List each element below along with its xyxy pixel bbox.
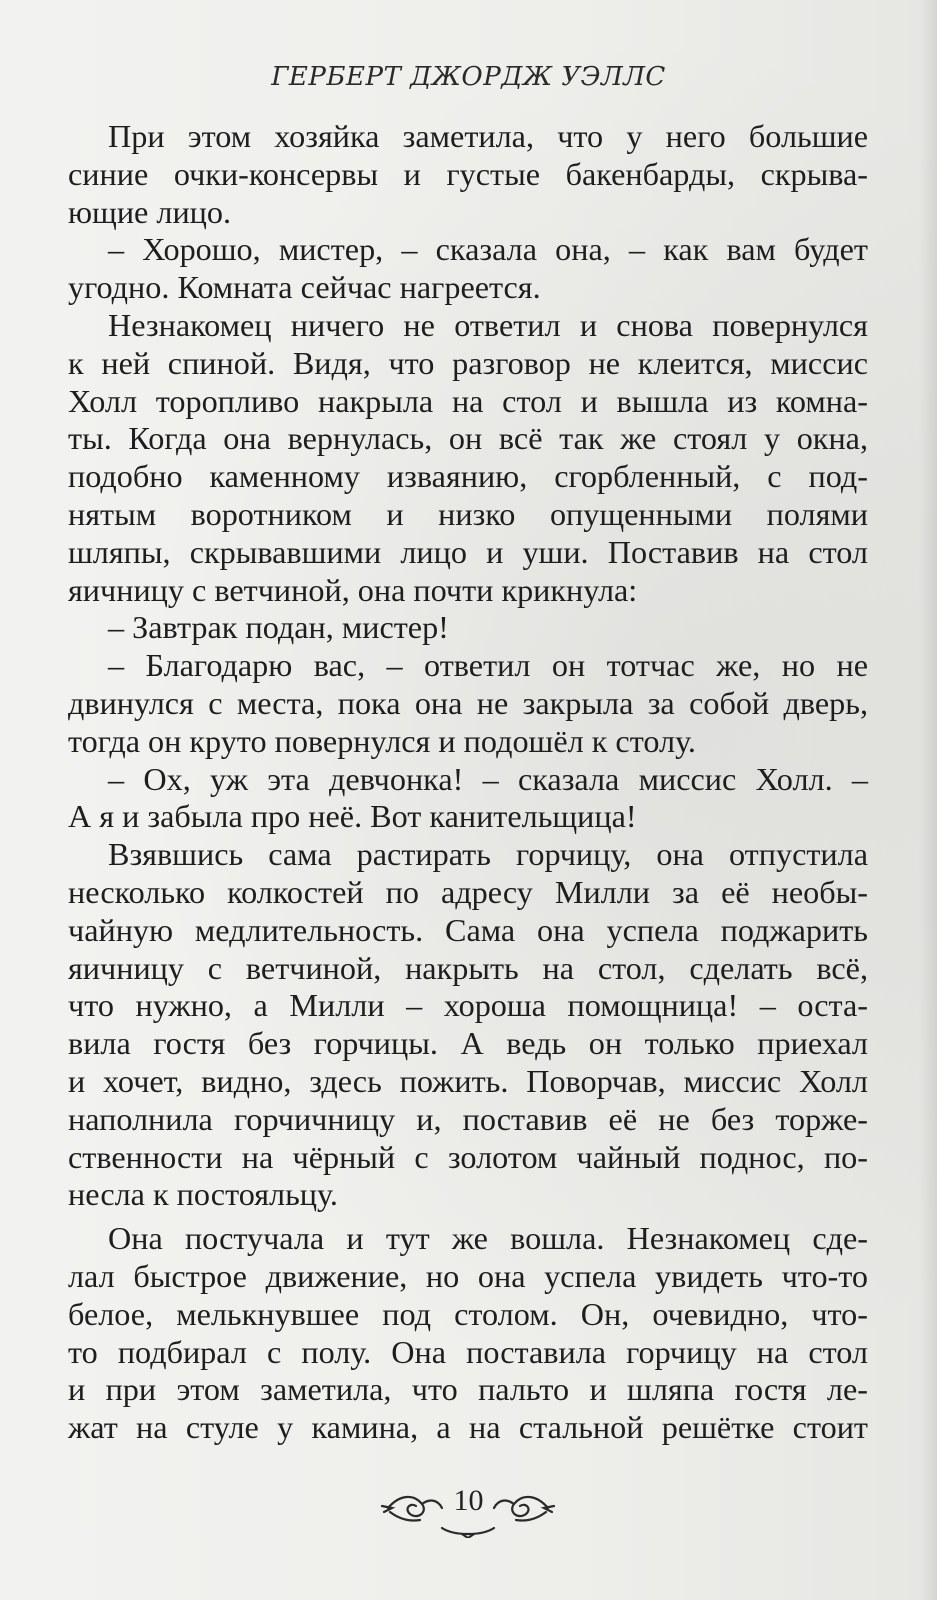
text-line: то подбирал с полу. Она поставила горчицу на стол <box>68 1333 868 1370</box>
text-line: несла к постояльцу. <box>68 1176 338 1213</box>
text-line: и при этом заметила, что пальто и шляпа гостя ле- <box>68 1371 868 1408</box>
text-line: – Благодарю вас, – ответил он тотчас же, но не <box>108 647 868 684</box>
text-line: синие очки-консервы и густые бакенбарды, скрыва- <box>68 155 868 192</box>
text-line: вила гостя без горчицы. А ведь он только приехал <box>68 1025 868 1062</box>
page-number: 10 <box>453 1484 484 1517</box>
text-line: яичницу с ветчиной, накрыть на стол, сделать всё, <box>68 949 868 986</box>
text-line: Она постучала и тут же вошла. Незнакомец сде- <box>108 1220 868 1257</box>
page-footer <box>0 1478 937 1548</box>
text-line: Холл торопливо накрыла на стол и вышла из комна- <box>68 382 868 419</box>
text-line: к ней спиной. Видя, что разговор не клеится, миссис <box>68 344 868 381</box>
text-line: При этом хозяйка заметила, что у него большие <box>108 118 868 154</box>
text-line: чайную медлительность. Сама она успела поджарить <box>68 911 868 948</box>
text-line: несколько колкостей по адресу Милли за её необы- <box>68 873 868 910</box>
text-line: тогда он круто повернулся и подошёл к столу. <box>68 722 696 759</box>
text-line: Незнакомец ничего не ответил и снова повернулся <box>108 306 868 343</box>
text-line: ющие лицо. <box>68 193 232 230</box>
text-line: лал быстрое движение, но она успела увидеть что-то <box>68 1257 868 1294</box>
text-line: А я и забыла про неё. Вот канительщица! <box>68 798 637 835</box>
text-line: шляпы, скрывавшими лицо и уши. Поставив на стол <box>68 533 868 570</box>
text-line: что нужно, а Милли – хороша помощница! – оста- <box>68 987 868 1024</box>
text-line: наполнила горчичницу и, поставив её не без торже- <box>68 1100 868 1137</box>
text-line: ственности на чёрный с золотом чайный поднос, по- <box>68 1138 868 1175</box>
text-line: белое, мелькнувшее под столом. Он, очевидно, что- <box>68 1295 868 1332</box>
spine-shadow <box>919 0 937 1600</box>
text-line: – Хорошо, мистер, – сказала она, – как вам будет <box>108 231 868 268</box>
text-line: и хочет, видно, здесь пожить. Поворчав, миссис Холл <box>68 1062 868 1099</box>
text-line: – Ох, уж эта девчонка! – сказала миссис Холл. – <box>108 760 868 797</box>
text-line: нятым воротником и низко опущенными полями <box>68 495 868 532</box>
text-line: подобно каменному изваянию, сгорбленный, с под- <box>68 458 868 495</box>
text-line: – Завтрак подан, мистер! <box>108 609 449 646</box>
text-line: двинулся с места, пока она не закрыла за собой дверь, <box>68 684 868 721</box>
text-line: угодно. Комната сейчас нагреется. <box>68 269 541 306</box>
body-text <box>68 118 868 1447</box>
text-line: жат на стуле у камина, а на стальной решётке стоит <box>68 1409 868 1446</box>
text-line: Взявшись сама растирать горчицу, она отпустила <box>108 836 868 873</box>
text-line: яичницу с ветчиной, она почти крикнула: <box>68 571 638 608</box>
running-head-author: ГЕРБЕРТ ДЖОРДЖ УЭЛЛС <box>271 62 666 92</box>
text-line: ты. Когда она вернулась, он всё так же стоял у окна, <box>68 420 868 457</box>
